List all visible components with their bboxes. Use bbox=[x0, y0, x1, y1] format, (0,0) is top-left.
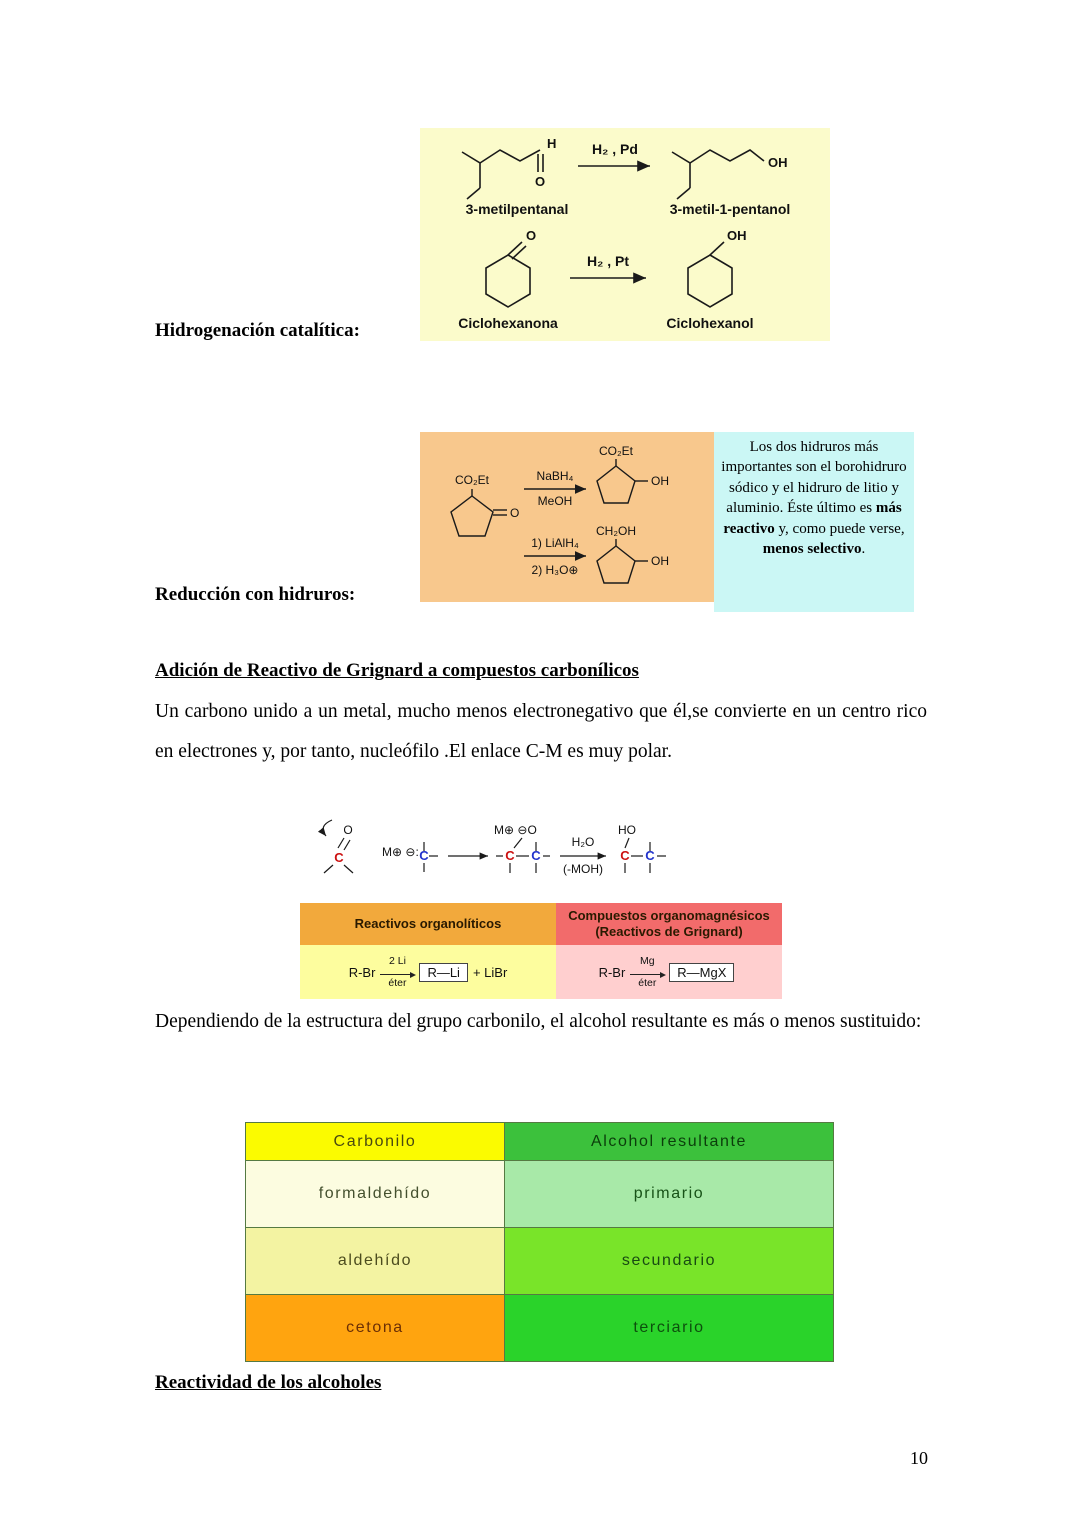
li-arrow-bottom-label: éter bbox=[388, 976, 407, 989]
mg-rbr-label: R-Br bbox=[598, 964, 626, 980]
ester-alcohol-structure bbox=[597, 459, 648, 503]
ho-label: HO bbox=[618, 823, 636, 837]
metilpentanol-structure bbox=[672, 150, 764, 199]
li-byproduct-label: + LiBr bbox=[472, 964, 508, 980]
li-reaction-arrow bbox=[380, 956, 414, 988]
carbonyl-dependence-paragraph: Dependiendo de la estructura del grupo carbonilo, el alcohol resultante es más o menos sustituido: bbox=[155, 1011, 922, 1032]
mg-product-box: R—MgX bbox=[669, 963, 734, 982]
organomagnesium-header-line2: (Reactivos de Grignard) bbox=[595, 924, 743, 939]
product2-oh-label: OH bbox=[651, 554, 669, 568]
li-rbr-label: R-Br bbox=[348, 964, 376, 980]
table-cell-aldehido bbox=[246, 1228, 504, 1294]
organomagnesium-header-line1: Compuestos organomagnésicos bbox=[568, 907, 770, 923]
metilpentanal-structure bbox=[462, 150, 546, 199]
cyclohexanol-name: Ciclohexanol bbox=[666, 315, 754, 331]
metilpentanal-name: 3-metilpentanal bbox=[465, 201, 569, 217]
reaction2-conditions: H₂ , Pt bbox=[587, 253, 629, 269]
organolithium-column bbox=[300, 903, 556, 999]
table-header-carbonilo bbox=[246, 1123, 504, 1160]
grignard-intro-paragraph: Un carbono unido a un metal, mucho menos electronegativo que él,se convierte en un centro rico en electrones y, por tanto, nucleófilo .El enlace C-M es muy polar. bbox=[155, 701, 927, 762]
hydrogenation-scheme-figure bbox=[420, 128, 830, 341]
note-text-1: Los dos hidruros más importantes son el borohidruro sódico y el hidruro de litio y aluminio. Éste último es bbox=[721, 439, 907, 517]
page-number: 10 bbox=[910, 1448, 928, 1468]
table-cell-formaldehido bbox=[246, 1161, 504, 1227]
product1-ester-label: CO₂Et bbox=[599, 444, 633, 458]
carbanion-c-label: C bbox=[419, 848, 429, 863]
alkoxide-c1-label: C bbox=[505, 848, 515, 863]
cell-label: secundario bbox=[621, 1252, 717, 1269]
lialh4-label: 1) LiAlH₄ bbox=[531, 536, 579, 550]
cell-label: primario bbox=[633, 1185, 705, 1202]
organomagnesium-reaction bbox=[556, 945, 782, 999]
right-arrow-icon bbox=[630, 968, 664, 975]
metilpentanol-name: 3-metil-1-pentanol bbox=[669, 201, 791, 217]
note-bold-1: más reactivo bbox=[723, 500, 902, 537]
mg-reaction-arrow bbox=[630, 956, 664, 988]
table-header-alcohol bbox=[505, 1123, 833, 1160]
note-bold-2: menos selectivo bbox=[762, 540, 862, 557]
table-cell-terciario bbox=[505, 1295, 833, 1361]
li-arrow-top-label: 2 Li bbox=[388, 955, 406, 967]
cell-label: terciario bbox=[633, 1319, 705, 1336]
product2-ch2oh-label: CH₂OH bbox=[596, 524, 636, 538]
cell-label: formaldehído bbox=[318, 1185, 432, 1202]
meoh-label: MeOH bbox=[537, 494, 573, 508]
organolithium-header-label: Reactivos organolíticos bbox=[354, 915, 502, 931]
ketoester-ester-label: CO₂Et bbox=[455, 473, 489, 487]
workup-label: 2) H₃O⊕ bbox=[531, 563, 579, 577]
moh-label: (-MOH) bbox=[563, 862, 603, 876]
ketone-o-label: O bbox=[526, 228, 537, 243]
table-cell-primario bbox=[505, 1161, 833, 1227]
li-product-box: R—Li bbox=[419, 963, 468, 982]
carbonyl-c-label: C bbox=[334, 850, 344, 865]
header-carbonilo-label: Carbonilo bbox=[333, 1132, 417, 1150]
nabh4-label: NaBH₄ bbox=[536, 469, 574, 483]
hydride-reduction-figure bbox=[420, 432, 714, 602]
carbanion-metal-label: M⊕ ⊖: bbox=[382, 845, 419, 859]
right-arrow-icon bbox=[380, 968, 414, 975]
water-label: H₂O bbox=[571, 835, 595, 849]
aldehyde-o-label: O bbox=[534, 174, 546, 189]
cyclohexanone-name: Ciclohexanona bbox=[458, 315, 558, 331]
pentanol-oh-label: OH bbox=[768, 155, 788, 170]
cell-label: aldehído bbox=[337, 1252, 413, 1269]
hydrogenation-label: Hidrogenación catalítica: bbox=[155, 320, 360, 341]
hydrides-label: Reducción con hidruros: bbox=[155, 584, 356, 605]
header-alcohol-label: Alcohol resultante bbox=[591, 1132, 747, 1150]
mg-arrow-top-label: Mg bbox=[640, 955, 655, 967]
alkoxide-label: M⊕ ⊖O bbox=[494, 823, 537, 837]
grignard-mechanism-figure bbox=[298, 810, 690, 898]
note-text-3: . bbox=[861, 540, 866, 557]
carbonyl-o-label: O bbox=[343, 823, 353, 837]
hydride-note bbox=[714, 432, 914, 612]
cyclohexanol-structure bbox=[688, 242, 732, 307]
reaction1-conditions: H₂ , Pd bbox=[592, 141, 638, 157]
organomagnesium-column bbox=[556, 903, 782, 999]
ketoester-structure bbox=[451, 489, 507, 536]
aldehyde-h-label: H bbox=[547, 136, 557, 151]
grignard-heading: Adición de Reactivo de Grignard a compuestos carbonílicos bbox=[155, 660, 639, 681]
mg-arrow-bottom-label: éter bbox=[638, 976, 657, 989]
organomagnesium-header bbox=[556, 903, 782, 945]
organolithium-reaction bbox=[300, 945, 556, 999]
table-cell-secundario bbox=[505, 1228, 833, 1294]
product-c2-label: C bbox=[645, 848, 655, 863]
diol-structure bbox=[597, 539, 648, 583]
alkoxide-c2-label: C bbox=[531, 848, 541, 863]
cell-label: cetona bbox=[346, 1319, 404, 1336]
product1-oh-label: OH bbox=[651, 474, 669, 488]
reactivity-heading: Reactividad de los alcoholes bbox=[155, 1372, 382, 1393]
organometallics-comparison bbox=[300, 903, 782, 999]
cyclohexanone-structure bbox=[486, 242, 530, 307]
organolithium-header bbox=[300, 903, 556, 945]
note-text-2: y, como puede verse, bbox=[774, 520, 905, 537]
table-cell-cetona bbox=[246, 1295, 504, 1361]
ketoester-o-label: O bbox=[510, 506, 520, 520]
carbonyl-alcohol-table bbox=[245, 1122, 834, 1362]
cyclohexanol-oh-label: OH bbox=[727, 228, 747, 243]
product-c1-label: C bbox=[620, 848, 630, 863]
